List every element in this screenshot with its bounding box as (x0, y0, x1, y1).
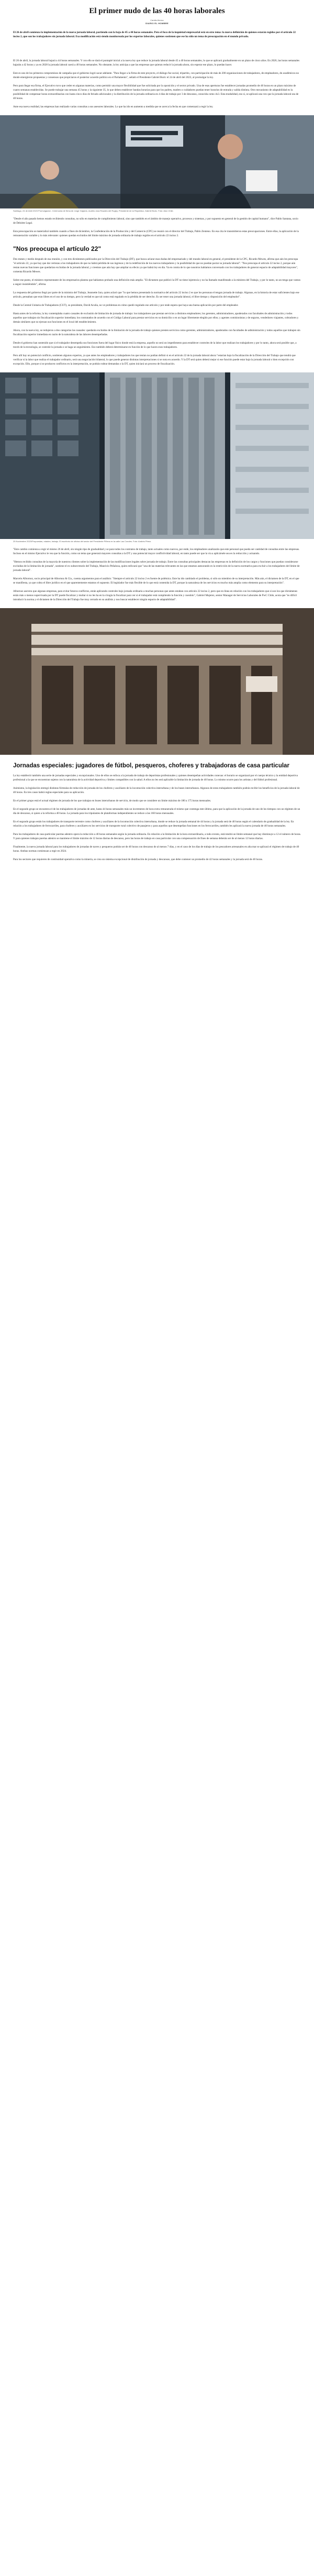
office-building-photo-image (0, 372, 314, 539)
paragraph: El 26 de abril, la jornada laboral bajará a 44 horas semanales. Y con ello se dará el puntapié inicial a la nueva ley que reduce la jornada laboral desde 45 a 40 horas semanales, lo que se aplicará gradualmente en un plazo de cinco años. En 2026, las horas semanales bajarán a 42 horas y ya en 2028 la jornada laboral caerá a 40 horas semanales. No obstante, la ley anticipa a que las empresas que quieran reducir la jornada ahora, sin esperar ese plazo, lo puedan hacer. (13, 59, 300, 67)
paragraph: Desde la Central Unitaria de Trabajadores (CUT), su presidente, David Acuña, no ve problemas en cómo quedó regulado ese artículo y por ende espera que haya una buena aplicación por parte del empleador. (13, 304, 239, 307)
article-title: El primer nudo de las 40 horas laborales (89, 7, 225, 15)
paragraph: Para los trabajadores de casa particular puertas adentro opera la reducción a 40 horas semanales según la jornada ordinaria. En relación a la limitación de la hora extraordinaria, a todo evento, está tendrá un límite semanal que hay disminuye a 12 el número de horas. Y para quienes trabajan puertas adentro se mantiene el límite máximo de 12 horas diarias de descanso, pero las horas de trabajo en casa particular con una compensación de fines de semana deberán ser de al menos 12 horas diarias. (13, 833, 301, 840)
photo-figure-3 (0, 608, 314, 755)
office-building-photo (0, 372, 314, 539)
paragraph: En el segundo grupo están los trabajadores de transporte terrestre como choferes y auxiliares de la locomoción colectiva interurbana, donde se reduce la jornada semanal de 44 horas y la jornada será de 40 horas según el calendario de gradualidad de la ley. En relación a los trabajadores de ferrocarriles, para choferes y auxiliares en los servicios de transporte rural colectivo de pasajeros y para aquellos que desempeñan funciones en los ferrocarriles, también les aplicará la nueva jornada de 40 horas semanales. (13, 820, 294, 828)
lead-spacer (0, 39, 314, 54)
paragraph: Marcelo Albornoz, socio principal de Albornoz & Cía., cuenta argumentos para el análisis: "Siempre el artículo 22 inciso 2 es fuente de polémica. Este ha ido cambiado el problema, si sólo un miembro de su interpretación. Más aún, el dictamen de la DT, en el que se manifiesta, ya que cobra el libre jurídico en el que aparentemente estamos el supuesto. El legislador fue más flexible de lo que está contenida la DT, porque la naturaleza de los servicios es mucho más amplia como elemento para su interpretación". (13, 577, 299, 585)
paragraph: Sobre ese punto, el ministro representante de los empresarios plantea que habíamos probado una definición más amplia. "El dictamen que publicó la DT no tiene injerencia y no ha llamado manifestado a la ministra del Trabajo, y por lo tanto, no an tenga que vamos a seguir insistiéndole", afirma. (13, 279, 301, 286)
paragraph: "Hemos recibido consultas de la mayoría de nuestros clientes sobre la implementación de las modificaciones legales sobre jornada de trabajo. Entre las consultas principales destacan las empresas en la definición de los cargos y funciones que puedan considerarse excluidas de la limitación de jornada", sostiene el ex subsecretario del Trabajo, Mauricio Peñaloza, quien enfocará que "una de las materias relevantes en las que estamos asesorando es la restricción de la nueva normativa para excluir a los trabajadores del límite de jornada laboral". (13, 560, 300, 572)
article-source: DIARIO EL HOMBRE (145, 22, 169, 25)
paragraph: Hasta antes de la reforma, la ley contemplaba cuatro casuales de exclusión de limitación de jornada de trabajo: los trabajadores que prestan servicios a distintos empleadores; los gerentes, administradores, apoderados con facultades de administración y todos aquellos que trabajan sin fiscalización superior inmediata; los contratados de acuerdo con el Código Laboral para prestar servicios en su domicilio o en un lugar libremente elegido por ellos; y agentes comisionistas y de seguros, vendedores viajantes, cobradores y demás similares que no ejerzan sus funciones en el local del establecimiento. (13, 312, 299, 324)
labor-directorate-photo (0, 608, 314, 755)
paragraph: Asimismo, la legislación entregó distintas fórmulas de reducción de jornada de los choferes y auxiliares de la locomoción colectiva interurbana y de los buses interurbanos. Algunos de estos trabajadores también podrán recibir los beneficios de la jornada laboral de 40 horas. En tres casos habrá reglas especiales para su aplicación. (13, 787, 300, 794)
paragraph: Pero allí hay un potencial conflicto, sostienen algunos expertos, ya que antes los empleadores y trabajadores los que tenían no podían definir si en el artículo 22 de la jornada laboral ahora "estarían bajo la fiscalización de la Dirección del Trabajo que tendrá que verificar si la labor que realiza el trabajador ordinario, será una negociación bilateral, lo que puede generar distintas interpretaciones si se nota en acuerdo. Y la DT será quien deberá mejor si ese función puede estar bajo la jornada laboral o bien excepción con excepción. Ello, porque si se producen conflictos en la interpretación, se podrán rodear demandas o la DT, quien iniciará un proceso de fiscalización. (13, 354, 296, 366)
article-byline (16, 19, 298, 25)
paragraph: Dos meses y medio después de esa reunión, y con tres dictámenes publicados por la Dirección del Trabajo (DT), que busca aclarar esas dudas del empresariado y del mundo laboral en general, el presidente de la CPC, Ricardo Mewes, afirma que aún les preocupa "el artículo 22, ya que hay que dar certezas a los trabajadores de que no habrá pérdida de sus ingresos y de la redefinición de los nuevos trabajadores y la posibilidad de que no puedan pactar su jornada laboral". "Nos preocupa el artículo 22 inciso 2, porque aún restan nuevas funciones que quedarían excluidas de la jornada laboral, y creemos que aún hay que ampliar su efecto ya que habrá ley en día. Va en contra de lo que nosotros habíamos conversado con los trabajadores de generar espacio de adaptabilidad mayores", comenta Ricardo Mewes. (13, 258, 298, 273)
section2-body (0, 774, 314, 862)
paragraph: "Desde el año pasado hemos estado recibiendo consultas, no sólo en materias de cumplimiento laboral, sino que también en el ámbito de manejo operativo, procesos y sistemas, y por supuesto en general de la gestión de capital humano", dice Pablo Santana, socio de Deloitte Legal. (13, 217, 298, 225)
paragraph: Finalmente, la nueva jornada laboral para los trabajadores de jornadas de naves y pesqueros podrán ser de 40 horas con descanso de al menos 7 días, y en el caso de los días de trabajo de los pescadores artesanales en alta mar se aplicará el régimen de trabajo de 40 horas. Ambas normas comienzan a regir en 2024. (13, 845, 299, 853)
paragraph: "Este cambio comienza a regir el mismo 26 de abril, sin ningún tipo de gradualidad y se para todos los contratos de trabajo, tanto actuales como nuevos, por ende, los empleadores analizarán que este personal que pueda ser cantidad de consultas entre las empresas. Incluso en el mismo Ejecutivo le vea que la función, como un tema que generará mayores consultas a la DT y una potencial mayor conflictividad laboral, en tanto puede ser que la vía a aplicársele sea es la reducción y actuando. (13, 548, 300, 555)
photo-figure-2 (0, 372, 314, 543)
photo-caption-2: 25 Noviembre 2023/Propuestas, edades, trabajo. El escritorio de oficina del sector del Presidente Piñera en la calle Las Condes. Foto: Andrés Pérez. (13, 540, 152, 543)
article-lead: El 26 de abril comienza la implementación de la nueva jornada laboral, partiendo con la baja de 45 a 44 horas semanales. Pero el foco de la inquietud empresarial está en otro tema: la nueva definición de quienes estarán regidos por el artículo 22 inciso 2, que son los trabajadores sin jornada laboral. Esa modificación está siendo monitoreada por los expertos laborales, quienes sostienen que ese ha sido un tema de preocupación en el mundo privado. (13, 31, 296, 38)
section1-body (0, 257, 314, 366)
paragraph: Pero para llegar esa firma, el Ejecutivo tuvo que ceder en algunas materias, como permitir una mayor flexibilidad que fue solicitada por la oposición y el sector privado. Una de esas aperturas fue establecer jornadas promedio de 40 horas en un plazo máximo de cuatro semanas establecidas. Se puede trabajar una semana 45 horas y la siguiente 35, lo que deben establecer bandas horarias para que los padres, madres o cuidadores puedan tener horarios de entrada y salida distinta. Otro mecanismo de adaptabilidad es la posibilidad de compensar horas extraordinarias con hasta cinco días de feriado adicionales y la distribución de la jornada ordinaria en 4 días de trabajo por 3 de descanso, conocida como 4x3. Esta modalidad, eso sí, se aplicará una vez que la jornada laboral sea de 40 horas. (13, 84, 299, 100)
paragraph: Esta preocupación se materializó también cuando a fines de diciembre, la Confederación de la Producción y del Comercio (CPC) se reunió con el director del Trabajo, Pablo Zenteno. En esa cita le transmitieron estas preocupaciones. Entre ellas, la aplicación de la remuneración variable y lo más relevante: quienes quedan excluidos del límite máximo de jornada ordinaria de trabajo regidos en el artículo 22 inciso 2. (13, 230, 299, 237)
ceremony-photo (0, 115, 314, 208)
paragraph: La ley estableció también una serie de jornadas especiales y excepcionales. Uno de ellos se enfoca a la jornada de trabajo de deportistas profesionales y quienes desempeñan actividades conexas: el horario se organizará por el cuerpo técnico y la entidad deportiva profesional a la que se encuentran sujetos con la naturaleza de la actividad deportiva y límites compatibles con la salud. A ellos no les será aplicable la limitación de jornada de 40 horas. Lo mismo ocurre para los artistas y del fútbol profesional. (13, 774, 298, 781)
article-author: Camila Alonso (150, 19, 164, 21)
paragraph: Albornoz asevera que algunas empresas, para evitar futuros conflictos, están aplicando controles bajo jornada ordinaria a muchas personas que antes estaban con artículo 22 inciso 2, pero que en línea en relación con los trabajadores que sí son los que dictámenes están más o menos supervisada por la DT puede fiscalizar y multar si no les ha en la cirugía la fiscalizar para ver si el trabajador está cumpliendo la función y cuestión", Gabriel Mujerez, senior Manager de Servicios Laborales de PwC Chile, acota que "es difícil introducir la norma y el dictamen de la Dirección del Trabajo fue muy cerrado en su análisis y nos buscar establecer ningún espacio de adaptabilidad". (13, 590, 298, 601)
paragraph: Ahora, con la nueva ley, se redujeron a dos categorías las causales: quedarán excluidos de la limitación de la jornada de trabajo quienes presten servicios como gerentes, administradores, apoderados con facultades de administración y todos aquellos que trabajen sin fiscalización superior inmediata en razón de la naturaleza de las labores desempeñadas. (13, 329, 300, 336)
paragraph: Desde el gobierno han sostenido que si el trabajador desempeña sus funciones fuera del lugar físico donde está la empresa, aquello no será un impedimento para establecer controles de la labor que realizan los trabajadores y por lo tanto, ahora será posible que, a través de la tecnología, se controle la jornada o se haga un seguimiento. Eso también deberá determinarse en función de lo que hacen esos trabajadores. (13, 342, 297, 349)
late-body (0, 547, 314, 602)
paragraph: En el segundo grupo se encuentra el de los trabajadores de jornadas de ante, hasta 44 horas semanales más un incremento de hora extra remunerada el mismo que contenga este último, para que la aplicación de la jornada de uno de los tiempos con un régimen de un día de descanso, si quien a la reforma a 40 horas. La jornada para los tripulantes de plataformas independientes se reduce a las 160 horas mensuales. (13, 808, 300, 815)
labor-directorate-photo-image (0, 608, 314, 755)
photo-caption-1: Santiago, 24 de Abril 2023 Promulgacion. Ceremonia de firma de Jorge Gajardo, Aurelio Jara Rosales del Rugby, Presidente de la República, Gabriel Boric. Foto: Aton Chile. (13, 210, 174, 212)
paragraph: Ante esa nueva realidad, las empresas han realizado varias consultas a sus asesores laborales. Lo que ha ido en aumento a medida que se acerca la fecha en que comenzará a regir la ley. (13, 105, 214, 108)
ceremony-photo-image (0, 115, 314, 208)
article-header (0, 0, 314, 27)
article-lead-block (0, 27, 314, 39)
paragraph: Este es uno de los primeros compromisos de campaña que el gobierno logró sacar adelante. "Para llegar a la firma de este proyecto, el diálogo fue social, tripartito, con participación de más de 200 organizaciones de trabajadores, de empleadores, de académicos no donde emergieron propuestas y consensos que propiciaron el posterior acuerdo político en el Parlamento", señaló el Presidente Gabriel Boric el 24 de abril del 2023, al promulgar la ley. (13, 72, 299, 79)
section-title-special-shifts: Jornadas especiales: jugadores de fútbol, pesqueros, choferes y trabajadoras de casa particular (13, 763, 289, 769)
section-title-article-22: "Nos preocupa el artículo 22" (13, 245, 102, 252)
paragraph: La respuesta del gobierno llegó por parte de la ministra del Trabajo, Jeannette Jara, quien aclaró que "lo que hemos presentado la normativa del artículo 22 inciso 2 es que los personas el tengan jornada de trabajo. Algunas, en la historia de estar suficientes bajo ese artículo, pensaban que eran libres en el uso de su tiempo, pero la verdad es que tal como está regulado es la pérdida de ser derecho. Es ser tener una jornada laboral, el libre tiempo y disposición del empleador". (13, 291, 299, 299)
paragraph: En el primer grupo está el actual régimen de jornada de los que trabajan en buses interurbanos de servicio, de modo que se considere un límite máximo de 180 a 175 horas mensuales. (13, 799, 211, 802)
article-page (0, 0, 314, 862)
paragraph: Para los sectores que requieren de continuidad operativa como la minería, se crea un sistema excepcional de distribución de jornada y descansos, que debe contener un promedio de 42 horas semanales y la jornada será de 40 horas. (13, 858, 263, 861)
intro-body (0, 59, 314, 109)
mid-body (0, 217, 314, 238)
photo-figure-1 (0, 115, 314, 213)
